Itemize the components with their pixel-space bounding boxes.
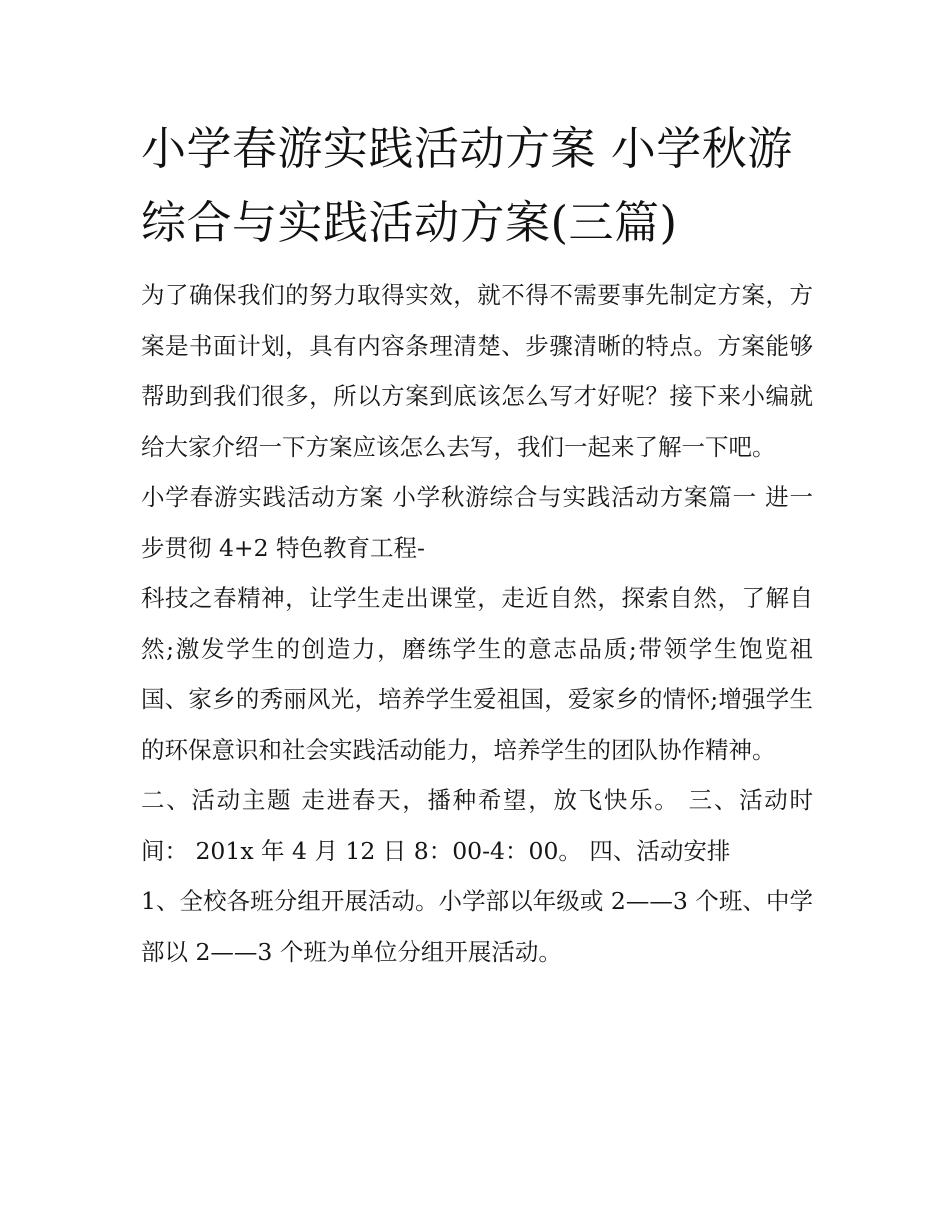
paragraph-intro: 为了确保我们的努力取得实效，就不得不需要事先制定方案，方案是书面计划，具有内容条理清楚、步骤清晰的特点。方案能够帮助到我们很多，所以方案到底该怎么写才好呢？接下来小编就给大家介绍一下方案应该怎么去写，我们一起来了解一下吧。 <box>141 281 813 461</box>
paragraph-theme-time: 二、活动主题 走进春天，播种希望，放飞快乐。 三、活动时间： 201x 年 4 月 12 日 8：00-4：00。 四、活动安排 <box>141 786 813 865</box>
document-title: 小学春游实践活动方案 小学秋游综合与实践活动方案(三篇) <box>141 122 793 249</box>
paragraph-arrangement: 1、全校各班分组开展活动。小学部以年级或 2——3 个班、中学部以 2——3 个班为单位分组开展活动。 <box>141 887 813 966</box>
document-page <box>141 112 813 977</box>
document-body <box>141 270 813 977</box>
paragraph-purpose: 科技之春精神，让学生走出课堂，走近自然，探索自然，了解自然;激发学生的创造力，磨练学生的意志品质;带领学生饱览祖国、家乡的秀丽风光，培养学生爱祖国，爱家乡的情怀;增强学生的环保意识和社会实践活动能力，培养学生的团队协作精神。 <box>141 584 813 764</box>
paragraph-section-heading: 小学春游实践活动方案 小学秋游综合与实践活动方案篇一 进一步贯彻 4+2 特色教育工程- <box>141 483 813 562</box>
